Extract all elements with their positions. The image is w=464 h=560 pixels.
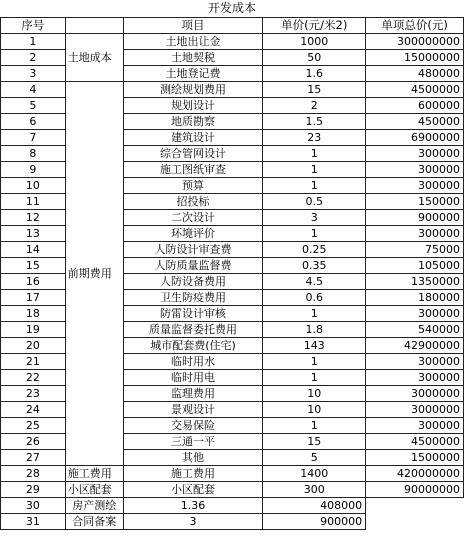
row-number: 10: [1, 178, 66, 194]
row-number: 11: [1, 194, 66, 210]
unit-price: 0.35: [263, 258, 366, 274]
total-price: 420000000: [366, 466, 464, 482]
item-name: 防雷设计审核: [123, 306, 263, 322]
row-number: 19: [1, 322, 66, 338]
total-price: 1350000: [366, 274, 464, 290]
row-number: 13: [1, 226, 66, 242]
header-category: [65, 18, 123, 34]
item-name: 招投标: [123, 194, 263, 210]
unit-price: 15: [263, 434, 366, 450]
item-name: 合同备案: [65, 514, 123, 530]
total-price: 3000000: [366, 386, 464, 402]
table-row: [1, 482, 464, 498]
row-number: 4: [1, 82, 66, 98]
row-number: 3: [1, 66, 66, 82]
item-name: 其他: [123, 450, 263, 466]
total-price: 4500000: [366, 434, 464, 450]
unit-price: 10: [263, 386, 366, 402]
row-number: 18: [1, 306, 66, 322]
item-name: 景观设计: [123, 402, 263, 418]
unit-price: 0.5: [263, 194, 366, 210]
unit-price: 1.8: [263, 322, 366, 338]
row-number: 29: [1, 482, 66, 498]
row-number: 17: [1, 290, 66, 306]
header-unit-price: 单价(元/米2): [263, 18, 366, 34]
item-name: 城市配套费(住宅): [123, 338, 263, 354]
item-name: 测绘规划费用: [123, 82, 263, 98]
row-number: 25: [1, 418, 66, 434]
unit-price: 1: [263, 370, 366, 386]
item-name: 建筑设计: [123, 130, 263, 146]
header-total: 单项总价(元): [366, 18, 464, 34]
unit-price: 3: [123, 514, 263, 530]
total-price: 90000000: [366, 482, 464, 498]
unit-price: 0.25: [263, 242, 366, 258]
total-price: 300000: [366, 178, 464, 194]
row-number: 15: [1, 258, 66, 274]
row-number: 22: [1, 370, 66, 386]
row-number: 14: [1, 242, 66, 258]
unit-price: 4.5: [263, 274, 366, 290]
item-name: 施工图纸审查: [123, 162, 263, 178]
cost-table: [0, 17, 464, 530]
row-number: 1: [1, 34, 66, 50]
total-price: 15000000: [366, 50, 464, 66]
item-name: 临时用水: [123, 354, 263, 370]
total-price: 300000: [366, 370, 464, 386]
row-number: 8: [1, 146, 66, 162]
unit-price: 1000: [263, 34, 366, 50]
unit-price: 1: [263, 306, 366, 322]
row-number: 24: [1, 402, 66, 418]
total-price: 300000000: [366, 34, 464, 50]
row-number: 26: [1, 434, 66, 450]
total-price: 408000: [263, 498, 366, 514]
unit-price: 1.5: [263, 114, 366, 130]
table-row: [1, 34, 464, 50]
unit-price: 3: [263, 210, 366, 226]
row-number: 5: [1, 98, 66, 114]
total-price: 300000: [366, 418, 464, 434]
unit-price: 1: [263, 418, 366, 434]
item-name: 人防设计审查费: [123, 242, 263, 258]
item-name: 小区配套: [123, 482, 263, 498]
unit-price: 2: [263, 98, 366, 114]
unit-price: 1.36: [123, 498, 263, 514]
row-number: 21: [1, 354, 66, 370]
total-price: 180000: [366, 290, 464, 306]
unit-price: 1: [263, 354, 366, 370]
total-price: 900000: [366, 210, 464, 226]
item-name: 房产测绘: [65, 498, 123, 514]
sheet-title: 开发成本: [207, 1, 256, 15]
total-price: 150000: [366, 194, 464, 210]
total-price: 300000: [366, 146, 464, 162]
category-cell: 施工费用: [65, 466, 123, 482]
item-name: 质量监督委托费用: [123, 322, 263, 338]
category-cell: 土地成本: [65, 34, 123, 82]
total-price: 1500000: [366, 450, 464, 466]
category-cell: 前期费用: [65, 82, 123, 466]
unit-price: 5: [263, 450, 366, 466]
total-price: 300000: [366, 162, 464, 178]
row-number: 20: [1, 338, 66, 354]
row-number: 23: [1, 386, 66, 402]
item-name: 人防质量监督费: [123, 258, 263, 274]
row-number: 31: [1, 514, 66, 530]
unit-price: 15: [263, 82, 366, 98]
row-number: 2: [1, 50, 66, 66]
item-name: 三通一平: [123, 434, 263, 450]
table-row: [1, 466, 464, 482]
unit-price: 1: [263, 146, 366, 162]
unit-price: 23: [263, 130, 366, 146]
item-name: 交易保险: [123, 418, 263, 434]
table-row: [1, 498, 464, 514]
header-no: 序号: [1, 18, 66, 34]
unit-price: 1: [263, 178, 366, 194]
total-price: 6900000: [366, 130, 464, 146]
total-price: 480000: [366, 66, 464, 82]
row-number: 28: [1, 466, 66, 482]
table-row: [1, 82, 464, 98]
item-name: 二次设计: [123, 210, 263, 226]
row-number: 9: [1, 162, 66, 178]
row-number: 7: [1, 130, 66, 146]
unit-price: 1: [263, 162, 366, 178]
item-name: 施工费用: [123, 466, 263, 482]
total-price: 42900000: [366, 338, 464, 354]
total-price: 540000: [366, 322, 464, 338]
total-price: 105000: [366, 258, 464, 274]
header-item: 项目: [123, 18, 263, 34]
total-price: 300000: [366, 306, 464, 322]
total-price: 450000: [366, 114, 464, 130]
header-row: [1, 18, 464, 34]
total-price: 900000: [263, 514, 366, 530]
unit-price: 10: [263, 402, 366, 418]
item-name: 卫生防疫费用: [123, 290, 263, 306]
item-name: 土地登记费: [123, 66, 263, 82]
row-number: 30: [1, 498, 66, 514]
item-name: 规划设计: [123, 98, 263, 114]
total-price: 4500000: [366, 82, 464, 98]
total-price: 3000000: [366, 402, 464, 418]
item-name: 监理费用: [123, 386, 263, 402]
row-number: 6: [1, 114, 66, 130]
row-number: 16: [1, 274, 66, 290]
unit-price: 1: [263, 226, 366, 242]
item-name: 土地契税: [123, 50, 263, 66]
total-price: 75000: [366, 242, 464, 258]
category-cell: 小区配套: [65, 482, 123, 498]
table-row: [1, 514, 464, 530]
item-name: 环境评价: [123, 226, 263, 242]
item-name: 人防设备费用: [123, 274, 263, 290]
item-name: 地质勘察: [123, 114, 263, 130]
row-number: 12: [1, 210, 66, 226]
unit-price: 143: [263, 338, 366, 354]
unit-price: 50: [263, 50, 366, 66]
item-name: 综合管网设计: [123, 146, 263, 162]
total-price: 300000: [366, 354, 464, 370]
total-price: 600000: [366, 98, 464, 114]
item-name: 土地出让金: [123, 34, 263, 50]
unit-price: 300: [263, 482, 366, 498]
item-name: 临时用电: [123, 370, 263, 386]
row-number: 27: [1, 450, 66, 466]
unit-price: 1.6: [263, 66, 366, 82]
unit-price: 1400: [263, 466, 366, 482]
total-price: 300000: [366, 226, 464, 242]
item-name: 预算: [123, 178, 263, 194]
unit-price: 0.6: [263, 290, 366, 306]
table-body: [1, 34, 464, 530]
